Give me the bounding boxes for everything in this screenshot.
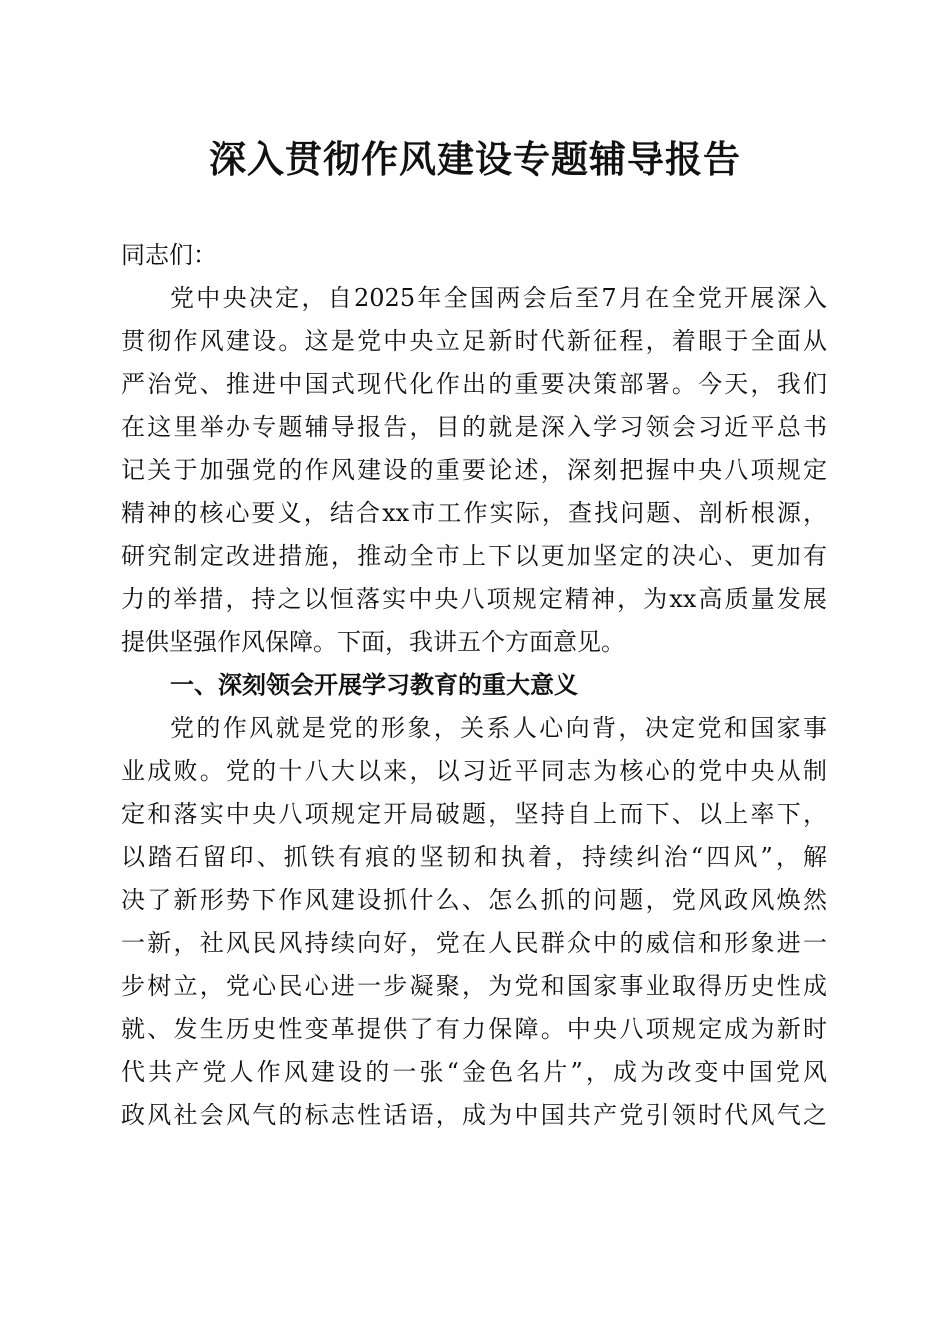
paragraph2-line: 政风社会风气的标志性话语，成为中国共产党引领时代风气之: [121, 1101, 827, 1129]
paragraph2-line: 决了新形势下作风建设抓什么、怎么抓的问题，党风政风焕然: [121, 886, 827, 914]
paragraph2-line: 定和落实中央八项规定开局破题，坚持自上而下、以上率下，: [121, 800, 827, 828]
salutation: 同志们：: [121, 241, 217, 269]
paragraph1-line: 在这里举办专题辅导报告，目的就是深入学习领会习近平总书: [121, 413, 827, 441]
paragraph2-line: 代共产党人作风建设的一张“金色名片”，成为改变中国党风: [121, 1058, 827, 1086]
paragraph1-line: 记关于加强党的作风建设的重要论述，深刻把握中央八项规定: [121, 456, 827, 484]
paragraph1-line: 力的举措，持之以恒落实中央八项规定精神，为xx高质量发展: [121, 585, 827, 613]
paragraph2-line: 就、发生历史性变革提供了有力保障。中央八项规定成为新时: [121, 1015, 827, 1043]
paragraph1-line: 提供坚强作风保障。下面，我讲五个方面意见。: [121, 628, 625, 656]
paragraph1-line: 党中央决定，自2025年全国两会后至7月在全党开展深入: [170, 284, 827, 312]
section-heading: 一、深刻领会开展学习教育的重大意义: [170, 671, 578, 699]
paragraph2-line: 一新，社风民风持续向好，党在人民群众中的威信和形象进一: [121, 929, 827, 957]
paragraph1-line: 研究制定改进措施，推动全市上下以更加坚定的决心、更加有: [121, 542, 827, 570]
paragraph2-line: 业成败。党的十八大以来，以习近平同志为核心的党中央从制: [121, 757, 827, 785]
paragraph1-line: 精神的核心要义，结合xx市工作实际，查找问题、剖析根源，: [121, 499, 827, 527]
paragraph2-line: 党的作风就是党的形象，关系人心向背，决定党和国家事: [170, 714, 827, 742]
document-title: 深入贯彻作风建设专题辅导报告: [209, 137, 741, 181]
paragraph2-line: 以踏石留印、抓铁有痕的坚韧和执着，持续纠治“四风”，解: [121, 843, 827, 871]
paragraph1-line: 贯彻作风建设。这是党中央立足新时代新征程，着眼于全面从: [121, 327, 827, 355]
paragraph2-line: 步树立，党心民心进一步凝聚，为党和国家事业取得历史性成: [121, 972, 827, 1000]
paragraph1-line: 严治党、推进中国式现代化作出的重要决策部署。今天，我们: [121, 370, 827, 398]
